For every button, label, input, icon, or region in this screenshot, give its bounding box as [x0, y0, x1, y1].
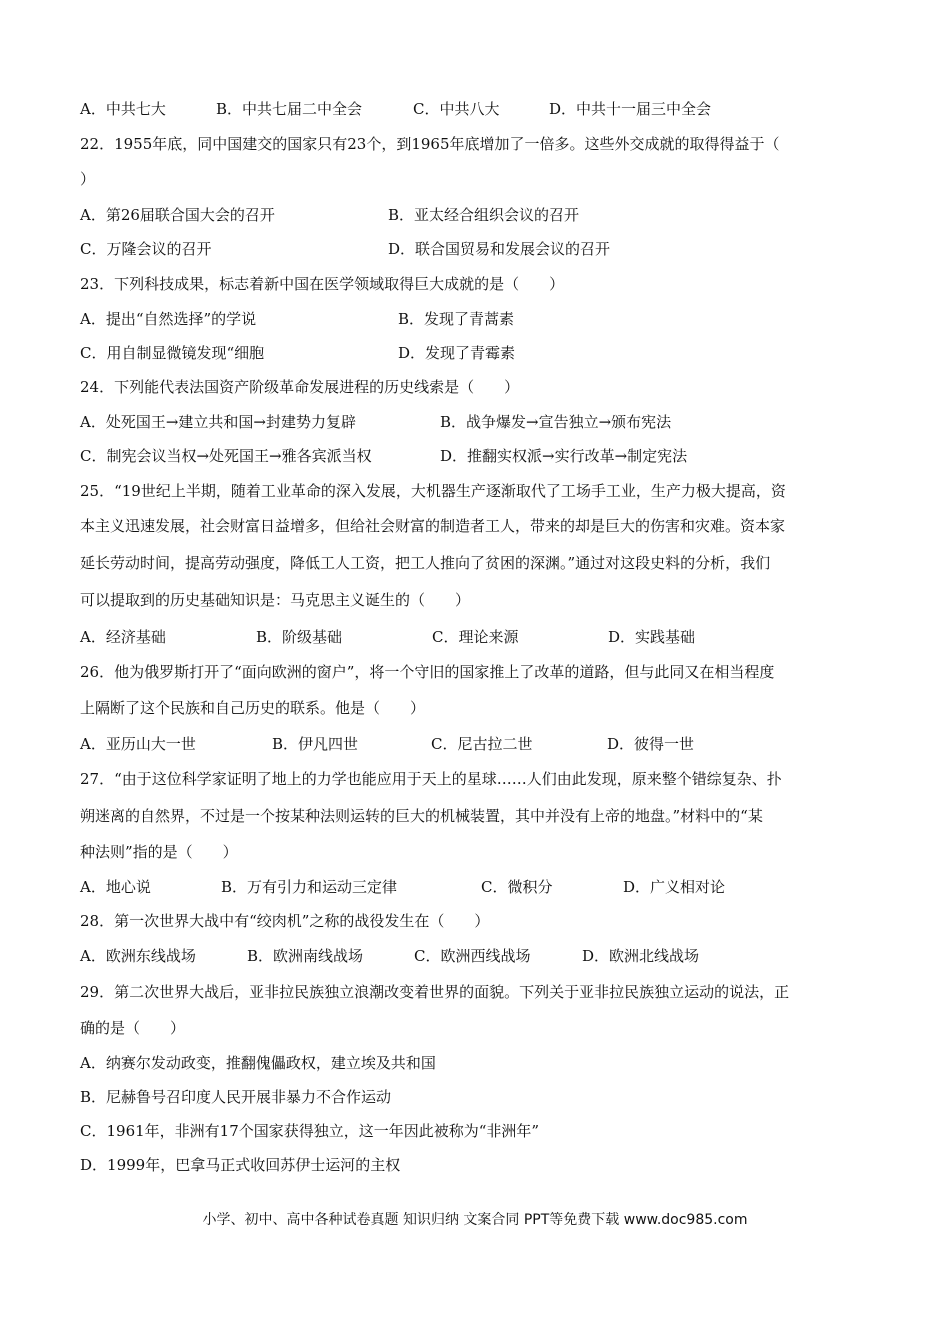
q24-option-d: D．推翻实权派→实行改革→制定宪法 — [440, 447, 688, 465]
q23-option-b: B．发现了青蒿素 — [398, 310, 515, 328]
q27-option-d: D．广义相对论 — [623, 878, 726, 896]
question-25-stem-line: 本主义迅速发展，社会财富日益增多，但给社会财富的制造者工人，带来的却是巨大的伤害和灾难。资本家 — [80, 517, 786, 535]
q22-option-c: C．万隆会议的召开 — [80, 240, 212, 258]
footer-text: 小学、初中、高中各种试卷真题 知识归纳 文案合同 PPT等免费下载 — [202, 1212, 620, 1228]
question-27-stem-line: 朔迷离的自然界，不过是一个按某种法则运转的巨大的机械装置，其中并没有上帝的地盘。”材料中的“某 — [80, 807, 763, 825]
footer-site-link[interactable]: www.doc985.com — [623, 1212, 748, 1228]
q27-option-b: B．万有引力和运动三定律 — [221, 878, 398, 896]
q25-option-b: B．阶级基础 — [256, 628, 343, 646]
q28-option-c: C．欧洲西线战场 — [414, 947, 531, 965]
q29-option-a: A．纳赛尔发动政变，推翻傀儡政权，建立埃及共和国 — [80, 1054, 436, 1072]
q28-option-d: D．欧洲北线战场 — [582, 947, 700, 965]
q24-option-b: B．战争爆发→宣告独立→颁布宪法 — [440, 413, 672, 431]
question-25-stem-line: 延长劳动时间，提高劳动强度，降低工人工资，把工人推向了贫困的深渊。”通过对这段史料的分析，我们 — [80, 554, 771, 572]
q24-option-a: A．处死国王→建立共和国→封建势力复辟 — [80, 413, 356, 431]
question-24-stem: 24．下列能代表法国资产阶级革命发展进程的历史线索是（ ） — [80, 378, 520, 396]
q21-option-a: A．中共七大 — [80, 100, 166, 118]
q26-option-c: C．尼古拉二世 — [431, 735, 533, 753]
q22-option-a: A．第26届联合国大会的召开 — [80, 206, 275, 224]
q29-option-b: B．尼赫鲁号召印度人民开展非暴力不合作运动 — [80, 1088, 392, 1106]
q27-option-c: C．微积分 — [481, 878, 553, 896]
question-27-stem-line: 27．“由于这位科学家证明了地上的力学也能应用于天上的星球……人们由此发现，原来整个错综复杂、扑 — [80, 770, 782, 788]
q24-option-c: C．制宪会议当权→处死国王→雅各宾派当权 — [80, 447, 372, 465]
page-footer — [0, 1210, 950, 1230]
q23-option-c: C．用自制显微镜发现“细胞 — [80, 344, 265, 362]
question-28-stem: 28．第一次世界大战中有“绞肉机”之称的战役发生在（ ） — [80, 912, 490, 930]
q25-option-d: D．实践基础 — [608, 628, 696, 646]
q23-option-a: A．提出“自然选择”的学说 — [80, 310, 257, 328]
question-29-stem-line: 29．第二次世界大战后，亚非拉民族独立浪潮改变着世界的面貌。下列关于亚非拉民族独立运动的说法，正 — [80, 983, 790, 1001]
q29-option-c: C．1961年，非洲有17个国家获得独立，这一年因此被称为“非洲年” — [80, 1122, 540, 1140]
question-23-stem: 23．下列科技成果，标志着新中国在医学领域取得巨大成就的是（ ） — [80, 275, 565, 293]
q21-option-b: B．中共七届二中全会 — [216, 100, 363, 118]
q21-option-c: C．中共八大 — [413, 100, 500, 118]
q21-option-d: D．中共十一届三中全会 — [549, 100, 712, 118]
q28-option-a: A．欧洲东线战场 — [80, 947, 196, 965]
question-25-stem-line: 25．“19世纪上半期，随着工业革命的深入发展，大机器生产逐渐取代了工场手工业，生产力极大提高，资 — [80, 482, 786, 500]
q27-option-a: A．地心说 — [80, 878, 151, 896]
question-27-stem-line: 种法则”指的是（ ） — [80, 843, 238, 861]
q26-option-d: D．彼得一世 — [607, 735, 695, 753]
question-25-stem-line: 可以提取到的历史基础知识是：马克思主义诞生的（ ） — [80, 591, 471, 609]
question-22-stem: 22．1955年底，同中国建交的国家只有23个，到1965年底增加了一倍多。这些外交成就的取得得益于（ — [80, 135, 780, 153]
question-22-stem-cont: ） — [80, 170, 96, 188]
q22-option-b: B．亚太经合组织会议的召开 — [388, 206, 580, 224]
q25-option-a: A．经济基础 — [80, 628, 166, 646]
question-26-stem-line: 26．他为俄罗斯打开了“面向欧洲的窗户”，将一个守旧的国家推上了改革的道路，但与此同又在相当程度 — [80, 663, 775, 681]
question-26-stem-line: 上隔断了这个民族和自己历史的联系。他是（ ） — [80, 699, 426, 717]
q26-option-b: B．伊凡四世 — [272, 735, 359, 753]
q29-option-d: D．1999年，巴拿马正式收回苏伊士运河的主权 — [80, 1156, 401, 1174]
q25-option-c: C．理论来源 — [432, 628, 519, 646]
q26-option-a: A．亚历山大一世 — [80, 735, 196, 753]
q22-option-d: D．联合国贸易和发展会议的召开 — [388, 240, 611, 258]
q28-option-b: B．欧洲南线战场 — [247, 947, 364, 965]
q23-option-d: D．发现了青霉素 — [398, 344, 516, 362]
question-29-stem-line: 确的是（ ） — [80, 1019, 186, 1037]
